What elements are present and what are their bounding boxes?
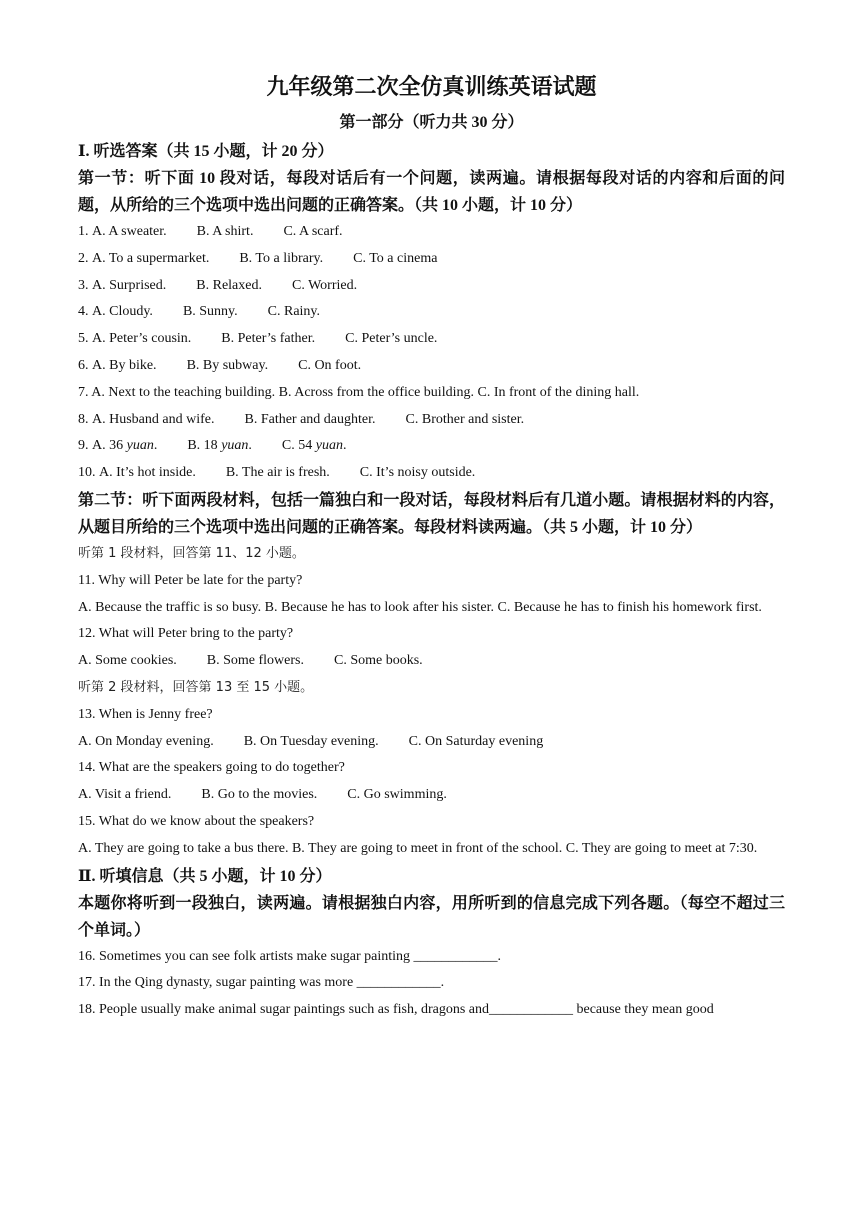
option-c: C. Some books. — [333, 653, 423, 669]
option-b: B. To a library. — [239, 250, 324, 266]
question-1: 1. A. A sweater. B. A shirt. C. A scarf. — [78, 219, 785, 246]
question-12-options — [78, 648, 785, 675]
question-6: 6. A. By bike. B. By subway. C. On foot. — [78, 353, 785, 380]
part-heading: 第一部分（听力共 30 分） — [339, 114, 524, 131]
question-15: 15. What do we know about the speakers? — [78, 813, 315, 829]
question-18: 18. People usually make animal sugar paintings such as fish, dragons and____________ because they mean good — [78, 1002, 714, 1018]
question-9: 9. A. 36 yuan. B. 18 yuan. C. 54 yuan. — [78, 433, 785, 460]
option-a: A. It’s hot inside. — [99, 465, 196, 481]
option-c: C. Worried. — [292, 277, 358, 293]
option-c: C. Peter’s uncle. — [345, 331, 438, 347]
question-4: 4. A. Cloudy. B. Sunny. C. Rainy. — [78, 299, 785, 326]
option-c: C. A scarf. — [283, 224, 343, 239]
option-a: A. Cloudy. — [92, 304, 153, 320]
option-c: C. Rainy. — [267, 304, 321, 320]
section-1-heading: Ⅰ. 听选答案（共 15 小题，计 20 分） — [78, 143, 334, 160]
question-12: 12. What will Peter bring to the party? — [78, 626, 294, 642]
question-14-options — [78, 782, 785, 809]
option-a: A. Visit a friend. — [78, 787, 172, 803]
option-a: A. Some cookies. — [78, 653, 177, 669]
option-c: C. On Saturday evening — [408, 733, 544, 749]
option-b: B. A shirt. — [196, 224, 254, 239]
option-b: B. Sunny. — [182, 304, 238, 320]
section-2-heading: Ⅱ. 听填信息（共 5 小题，计 10 分） — [78, 867, 332, 885]
question-15-options: A. They are going to take a bus there. B. They are going to meet in front of the school. C. They are going to meet at 7:30. — [78, 840, 758, 856]
section-2-instructions: 本题你将听到一段独白，读两遍。请根据独白内容，用所听到的信息完成下列各题。（每空不超过三个单词。） — [78, 894, 785, 939]
option-b: B. Go to the movies. — [201, 787, 318, 803]
material-2-note: 听第 2 段材料，回答第 13 至 15 小题。 — [78, 679, 314, 695]
option-a: A. 36 yuan. — [92, 438, 158, 454]
option-b: B. Some flowers. — [206, 653, 304, 669]
option-a: A. To a supermarket. — [92, 250, 210, 266]
section-1-node-1-instructions: 第一节：听下面 10 段对话，每段对话后有一个问题，读两遍。请根据每段对话的内容和后面的问题，从所给的三个选项中选出问题的正确答案。（共 10 小题，计 10 分） — [78, 170, 785, 214]
option-a: A. By bike. — [92, 357, 157, 373]
option-c: C. 54 yuan. — [281, 438, 347, 454]
option-c: C. It’s noisy outside. — [359, 465, 476, 481]
question-17: 17. In the Qing dynasty, sugar painting was more ____________. — [78, 975, 445, 991]
option-c: C. To a cinema — [353, 250, 438, 266]
option-b: B. 18 yuan. — [187, 438, 252, 454]
option-b: B. Peter’s father. — [221, 331, 316, 347]
option-b: B. Father and daughter. — [244, 411, 376, 427]
question-11: 11. Why will Peter be late for the party? — [78, 572, 303, 588]
option-b: B. On Tuesday evening. — [243, 733, 379, 749]
option-a: A. On Monday evening. — [78, 733, 214, 749]
question-3: 3. A. Surprised. B. Relaxed. C. Worried. — [78, 273, 785, 300]
question-14: 14. What are the speakers going to do together? — [78, 760, 345, 776]
option-a: A. Husband and wife. — [92, 411, 215, 427]
option-a: A. Surprised. — [92, 277, 167, 293]
question-5: 5. A. Peter’s cousin. B. Peter’s father. C. Peter’s uncle. — [78, 326, 785, 353]
option-b: B. The air is fresh. — [225, 465, 330, 481]
section-1-node-2-instructions: 第二节：听下面两段材料，包括一篇独白和一段对话，每段材料后有几道小题。请根据材料的内容，从题目所给的三个选项中选出问题的正确答案。每段材料读两遍。（共 5 小题，计 10 分） — [78, 491, 785, 536]
option-a: A. A sweater. — [92, 224, 167, 239]
option-c: C. Brother and sister. — [405, 411, 525, 427]
question-13: 13. When is Jenny free? — [78, 706, 213, 722]
question-11-options: A. Because the traffic is so busy. B. Because he has to look after his sister. C. Because he has to finish his homework first. — [78, 599, 762, 615]
question-13-options — [78, 729, 785, 756]
material-1-note: 听第 1 段材料，回答第 11、12 小题。 — [78, 545, 305, 561]
option-b: B. Across from the office building. — [278, 384, 474, 400]
option-b: B. By subway. — [186, 357, 269, 373]
option-b: B. Relaxed. — [196, 277, 262, 293]
question-7: 7. A. Next to the teaching building. B. Across from the office building. C. In front of the dining hall. — [78, 384, 640, 400]
question-2: 2. A. To a supermarket. B. To a library. C. To a cinema — [78, 246, 785, 273]
option-c: C. Go swimming. — [347, 787, 447, 803]
question-8: 8. A. Husband and wife. B. Father and daughter. C. Brother and sister. — [78, 407, 785, 434]
option-c: C. On foot. — [298, 357, 362, 373]
page-title: 九年级第二次全仿真训练英语试题 — [266, 74, 597, 99]
option-c: C. In front of the dining hall. — [477, 384, 640, 400]
option-a: A. Next to the teaching building. — [91, 384, 276, 400]
option-a: A. Peter’s cousin. — [92, 331, 192, 347]
question-10: 10. A. It’s hot inside. B. The air is fresh. C. It’s noisy outside. — [78, 460, 785, 487]
question-16: 16. Sometimes you can see folk artists make sugar painting ____________. — [78, 948, 502, 964]
